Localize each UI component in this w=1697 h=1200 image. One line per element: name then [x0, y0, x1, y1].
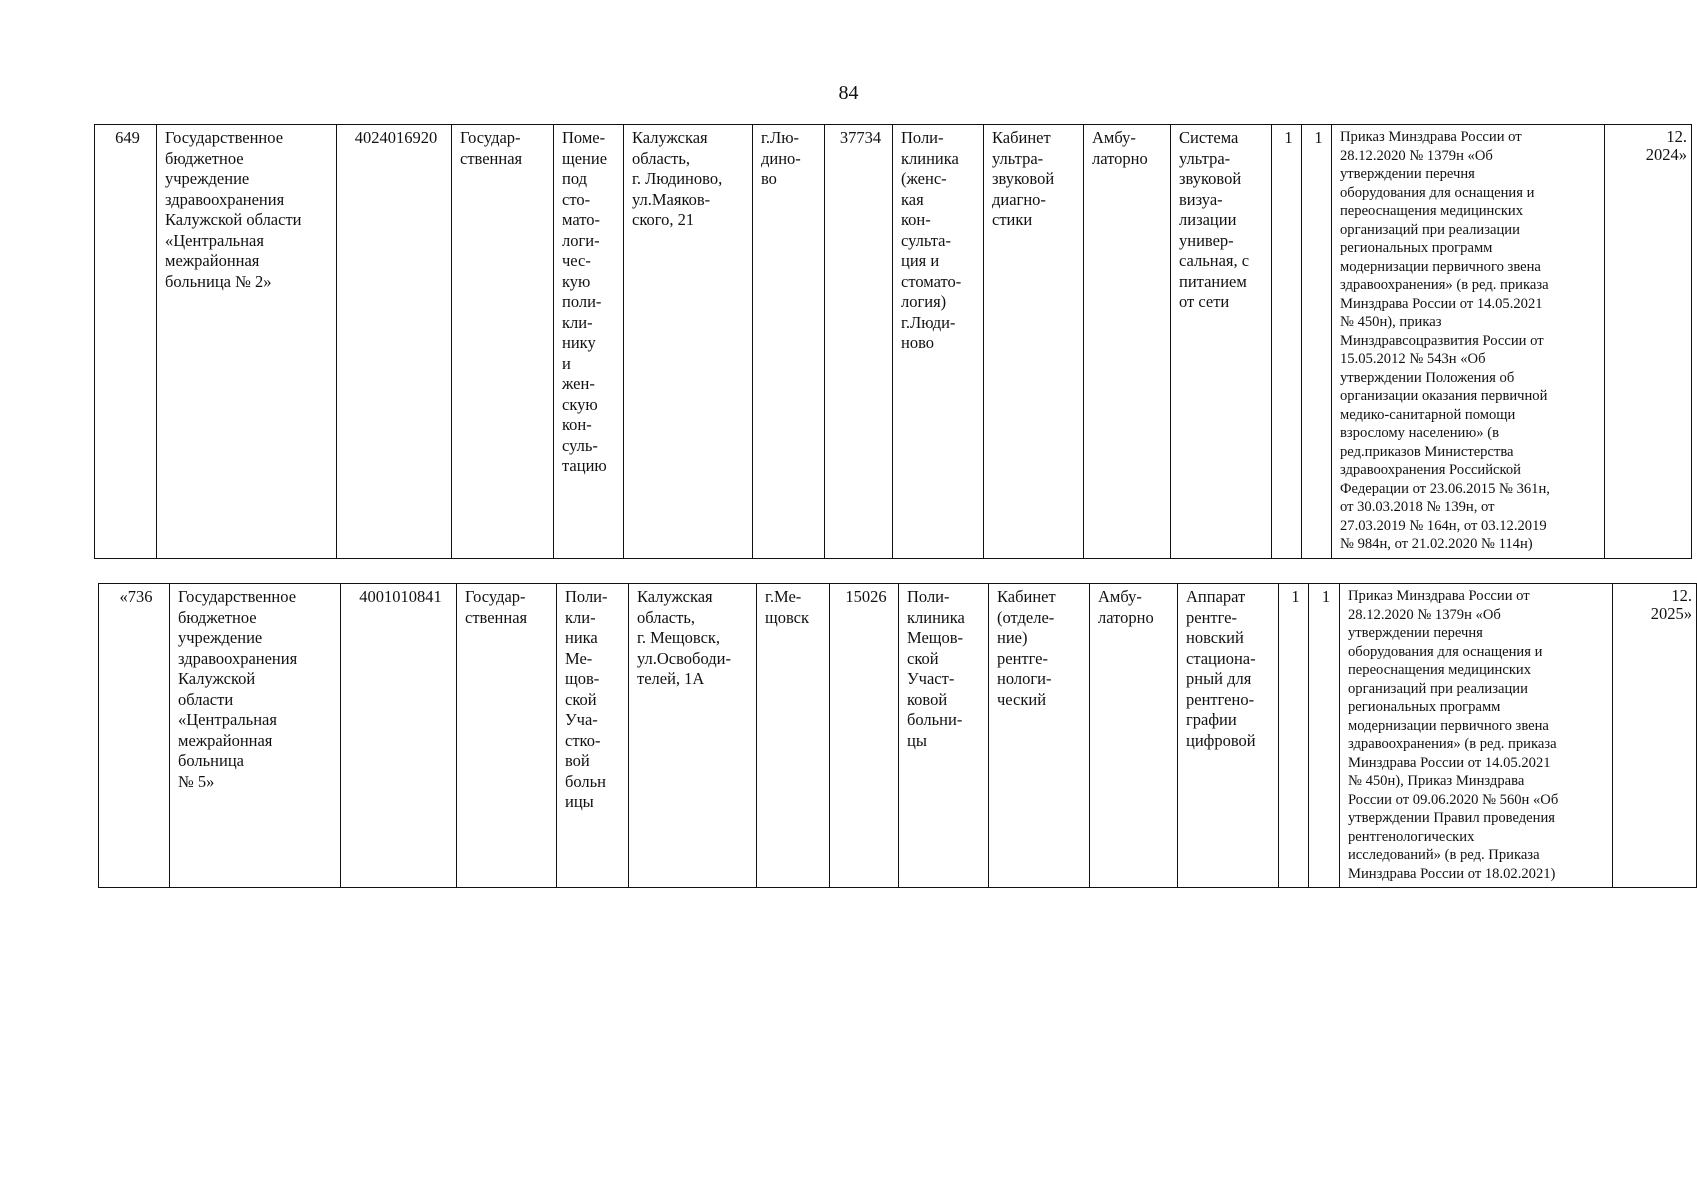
legal-basis [1340, 584, 1613, 888]
subdivision [893, 125, 984, 559]
text-line: цы [907, 730, 927, 750]
text-line: Поли- [901, 128, 944, 147]
premises-description [557, 584, 629, 888]
text-line: Участ- [907, 669, 955, 688]
text-line: больн [565, 771, 607, 791]
text-line: 12. [1671, 586, 1692, 605]
text-line: № 984н, от 21.02.2020 № 114н) [1340, 536, 1533, 552]
text-line: модернизации первичного звена [1340, 258, 1541, 275]
text-line: телей, 1А [637, 669, 705, 688]
text-line: цифровой [1186, 730, 1256, 750]
text-line: № 5» [178, 771, 215, 791]
text-line: чес- [562, 251, 591, 270]
registry-entry-table [98, 583, 1697, 888]
organization-name [170, 584, 341, 888]
text-line: 28.12.2020 № 1379н «Об [1348, 606, 1501, 623]
text-line: Государственное [178, 587, 297, 606]
text-line: звуковой [992, 169, 1055, 188]
text-line: организаций при реализации [1348, 680, 1528, 697]
text-line: ского, 21 [632, 210, 695, 229]
text-line: рентгенологических [1348, 828, 1475, 845]
text-line: щение [562, 148, 608, 168]
text-line: область, [632, 148, 690, 168]
text-line: 2024» [1645, 145, 1687, 164]
text-line: Поли- [907, 587, 950, 606]
text-line: модернизации первичного звена [1348, 717, 1549, 734]
text-line: Минздрава России от 14.05.2021 [1348, 754, 1551, 771]
text-line: мато- [562, 210, 600, 229]
postal-code: 37734 [825, 125, 893, 559]
entry-number: «736 [99, 584, 170, 888]
text-line: Калужская [632, 128, 708, 147]
text-line: «Центральная [165, 230, 264, 250]
text-line: дино- [761, 148, 801, 168]
text-line: нику [562, 333, 596, 352]
text-line: медико-санитарной помощи [1340, 406, 1516, 423]
text-line: г.Ме- [765, 587, 802, 606]
text-line: организации оказания первичной [1340, 388, 1548, 404]
quantity-b: 1 [1309, 584, 1340, 888]
text-line: стомато- [901, 271, 962, 291]
text-line: Приказ Минздрава России от [1340, 129, 1522, 145]
inn-code: 4001010841 [341, 584, 457, 888]
text-line: жен- [562, 374, 595, 393]
locality [757, 584, 830, 888]
text-line: скую [562, 394, 598, 414]
text-line: лизации [1179, 210, 1237, 229]
text-line: логи- [562, 230, 600, 250]
text-line: утверждении Положения об [1340, 369, 1515, 386]
text-line: ние) [997, 628, 1028, 647]
registry-entry-table [94, 124, 1692, 559]
text-line: Система [1179, 128, 1239, 147]
text-line: больни- [907, 710, 963, 729]
text-line: исследований» (в ред. Приказа [1348, 847, 1540, 863]
text-line: 15.05.2012 № 543н «Об [1340, 351, 1486, 367]
locality [753, 125, 825, 559]
text-line: № 450н), Приказ Минздрава [1348, 773, 1525, 789]
text-line: суль- [562, 435, 598, 455]
entry-number: 649 [95, 125, 157, 559]
text-line: Поли- [565, 587, 608, 606]
text-line: сульта- [901, 230, 951, 250]
text-line: ицы [565, 792, 594, 811]
text-line: региональных программ [1340, 240, 1493, 256]
text-line: кли- [565, 607, 596, 627]
inn-code: 4024016920 [337, 125, 452, 559]
cabinet [989, 584, 1090, 888]
text-line: ческий [997, 689, 1047, 709]
text-line: организаций при реализации [1340, 221, 1520, 238]
text-line: кон- [901, 210, 931, 229]
text-line: поли- [562, 292, 602, 311]
text-line: ред.приказов Министерства [1340, 443, 1514, 460]
text-line: стациона- [1186, 648, 1256, 668]
ownership-form [452, 125, 554, 559]
text-line: графии [1186, 710, 1237, 729]
text-line: ника [565, 628, 598, 647]
equipment [1178, 584, 1279, 888]
text-line: рентге- [997, 648, 1048, 668]
text-line: (женс- [901, 169, 947, 188]
text-line: рентге- [1186, 607, 1237, 627]
text-line: от 30.03.2018 № 139н, от [1340, 499, 1495, 515]
text-line: Кабинет [997, 587, 1056, 606]
text-line: бюджетное [165, 148, 244, 168]
text-line: от сети [1179, 292, 1230, 311]
deadline-date [1613, 584, 1697, 888]
text-line: межрайонная [178, 730, 273, 750]
text-line: здравоохранения [178, 648, 298, 668]
text-line: Государственное [165, 128, 284, 147]
cabinet [984, 125, 1084, 559]
text-line: диагно- [992, 189, 1046, 209]
text-line: ция и [901, 251, 940, 270]
text-line: 27.03.2019 № 164н, от 03.12.2019 [1340, 517, 1547, 534]
text-line: во [761, 169, 777, 188]
postal-code: 15026 [830, 584, 899, 888]
text-line: больница № 2» [165, 271, 272, 291]
text-line: Уча- [565, 710, 598, 729]
text-line: больница [178, 751, 244, 770]
text-line: рный для [1186, 669, 1252, 688]
text-line: 12. [1666, 127, 1687, 146]
text-line: области [178, 689, 234, 709]
quantity-a: 1 [1279, 584, 1309, 888]
quantity-a: 1 [1272, 125, 1302, 559]
text-line: здравоохранения [165, 189, 285, 209]
text-line: учреждение [178, 628, 263, 647]
text-line: ственная [465, 607, 528, 627]
text-line: звуковой [1179, 169, 1242, 188]
text-line: 2025» [1650, 604, 1692, 623]
text-line: стко- [565, 730, 601, 750]
text-line: Мещов- [907, 628, 964, 647]
text-line: учреждение [165, 169, 250, 188]
text-line: взрослому населению» (в [1340, 425, 1499, 441]
text-line: г.Люди- [901, 312, 956, 332]
text-line: Кабинет [992, 128, 1051, 147]
text-line: здравоохранения Российской [1340, 462, 1521, 478]
text-line: Калужской области [165, 210, 302, 229]
text-line: Минздравсоцразвития России от [1340, 332, 1544, 349]
text-line: г.Лю- [761, 128, 800, 147]
text-line: ново [901, 333, 935, 352]
text-line: кая [901, 189, 924, 209]
table-row [99, 584, 1697, 888]
text-line: г. Людиново, [632, 169, 723, 188]
text-line: кую [562, 271, 591, 291]
text-line: Аппарат [1186, 587, 1246, 606]
page-number: 84 [838, 82, 859, 104]
text-line: межрайонная [165, 251, 260, 270]
text-line: Федерации от 23.06.2015 № 361н, [1340, 480, 1550, 497]
text-line: переоснащения медицинских [1348, 662, 1532, 678]
text-line: региональных программ [1348, 699, 1501, 715]
text-line: щовск [765, 607, 809, 627]
text-line: 28.12.2020 № 1379н «Об [1340, 147, 1493, 164]
text-line: Минздрава России от 18.02.2021) [1348, 865, 1556, 882]
equipment [1171, 125, 1272, 559]
text-line: сто- [562, 189, 591, 209]
text-line: ственная [460, 148, 523, 168]
text-line: Поме- [562, 128, 606, 147]
text-line: (отделе- [997, 607, 1055, 627]
text-line: кли- [562, 312, 593, 332]
text-line: сальная, с [1179, 251, 1250, 270]
subdivision [899, 584, 989, 888]
text-line: ковой [907, 689, 948, 709]
text-line: Минздрава России от 14.05.2021 [1340, 295, 1543, 312]
text-line: тацию [562, 456, 607, 475]
text-line: стики [992, 210, 1033, 229]
text-line: ультра- [1179, 148, 1231, 168]
text-line: оборудования для оснащения и [1340, 184, 1535, 201]
text-line: клиника [907, 607, 965, 627]
text-line: новский [1186, 628, 1244, 647]
text-line: Ме- [565, 648, 593, 668]
legal-basis [1332, 125, 1605, 559]
text-line: ской [565, 689, 597, 709]
care-form [1090, 584, 1178, 888]
text-line: ской [907, 648, 939, 668]
text-line: клиника [901, 148, 959, 168]
text-line: визуа- [1179, 189, 1223, 209]
text-line: утверждении Правил проведения [1348, 810, 1555, 826]
deadline-date [1605, 125, 1692, 559]
text-line: Амбу- [1092, 128, 1136, 147]
text-line: оборудования для оснащения и [1348, 643, 1543, 660]
text-line: Амбу- [1098, 587, 1142, 606]
text-line: утверждении перечня [1340, 166, 1475, 182]
text-line: здравоохранения» (в ред. приказа [1348, 736, 1557, 752]
text-line: № 450н), приказ [1340, 314, 1442, 330]
text-line: ул.Освободи- [637, 648, 731, 668]
address [624, 125, 753, 559]
text-line: логия) [901, 292, 947, 311]
text-line: рентгено- [1186, 689, 1255, 709]
text-line: область, [637, 607, 695, 627]
text-line: г. Мещовск, [637, 628, 721, 647]
text-line: Приказ Минздрава России от [1348, 588, 1530, 604]
text-line: здравоохранения» (в ред. приказа [1340, 277, 1549, 293]
text-line: ул.Маяков- [632, 189, 711, 209]
text-line: кон- [562, 415, 592, 434]
table-row [95, 125, 1692, 559]
text-line: Государ- [460, 128, 521, 147]
text-line: Государ- [465, 587, 526, 606]
text-line: щов- [565, 669, 600, 688]
text-line: вой [565, 751, 590, 770]
premises-description [554, 125, 624, 559]
text-line: Калужской [178, 669, 256, 688]
care-form [1084, 125, 1171, 559]
text-line: переоснащения медицинских [1340, 203, 1524, 219]
text-line: латорно [1092, 148, 1148, 168]
address [629, 584, 757, 888]
text-line: нологи- [997, 669, 1052, 688]
text-line: под [562, 169, 587, 188]
text-line: России от 09.06.2020 № 560н «Об [1348, 791, 1559, 808]
text-line: «Центральная [178, 710, 277, 729]
text-line: питанием [1179, 271, 1247, 291]
ownership-form [457, 584, 557, 888]
text-line: латорно [1098, 607, 1154, 627]
text-line: универ- [1179, 230, 1234, 250]
text-line: ультра- [992, 148, 1044, 168]
quantity-b: 1 [1302, 125, 1332, 559]
organization-name [157, 125, 337, 559]
text-line: Калужская [637, 587, 713, 606]
text-line: и [562, 353, 571, 373]
text-line: утверждении перечня [1348, 625, 1483, 641]
text-line: бюджетное [178, 607, 257, 627]
